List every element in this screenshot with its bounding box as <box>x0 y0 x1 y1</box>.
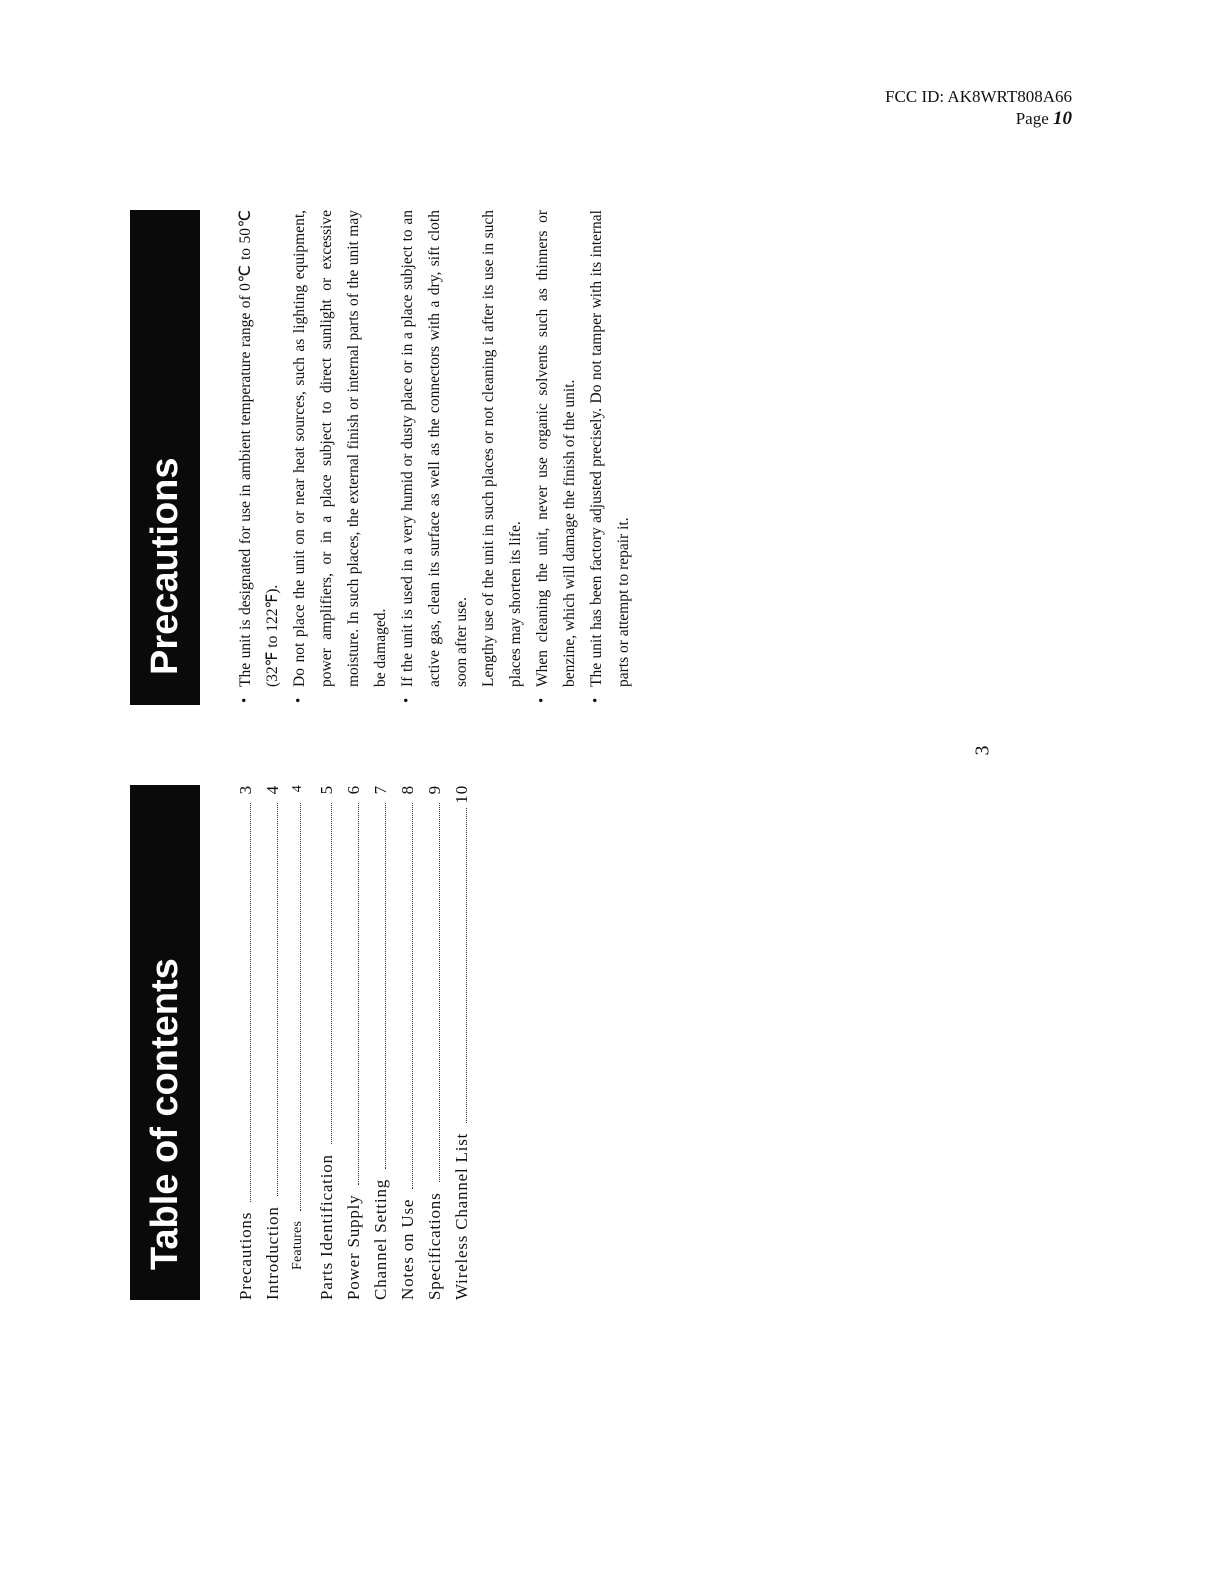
document-header <box>885 86 1072 130</box>
toc-entry-page: 3 <box>236 785 255 795</box>
precaution-item <box>583 210 637 705</box>
toc-entry-title: Notes on Use <box>398 1198 417 1300</box>
toc-entry-title: Introduction <box>263 1206 282 1300</box>
footer-page-number: 3 <box>971 745 994 756</box>
precaution-text: Do not place the unit on or near heat sources, such as lighting equipment, power amplifiers, or in a place subject to direct sunlight or excessive moisture. In such places, the external finish or internal parts of the unit may be damaged. <box>291 210 389 687</box>
page-indicator <box>885 108 1072 130</box>
toc-leader-dots <box>412 803 413 1189</box>
toc-entry <box>344 785 371 1300</box>
page-label: Page <box>1015 109 1049 128</box>
toc-entry <box>452 785 479 1300</box>
toc-entry-page: 4 <box>263 785 282 795</box>
precaution-text: If the unit is used in a very humid or dusty place or in a place subject to an active gas, clean its surface as well as the connectors with a dry, sift cloth soon after use. Lengthy use of the unit in such places or not cleaning it after its use in such places may shorten its life. <box>399 210 524 687</box>
precaution-text: The unit is designated for use in ambient temperature range of 0℃ to 50℃ (32℉ to 122℉). <box>237 210 281 687</box>
bullet-icon: • <box>534 697 550 703</box>
precaution-item <box>394 210 529 705</box>
toc-entry-title: Features <box>290 1220 305 1270</box>
toc-entry-title: Precautions <box>236 1211 255 1300</box>
toc-entry-page: 7 <box>371 785 390 795</box>
toc-entry-title: Power Supply <box>344 1194 363 1300</box>
toc-entry <box>425 785 452 1300</box>
toc-entry-page: 9 <box>425 785 444 795</box>
toc-entry-page: 8 <box>398 785 417 795</box>
toc-entry-page: 4 <box>290 785 305 793</box>
toc-entry-page: 5 <box>317 785 336 795</box>
precautions-list <box>232 210 637 705</box>
toc-list <box>236 785 479 1300</box>
precaution-text: The unit has been factory adjusted precisely. Do not tamper with its internal parts or attempt to repair it. <box>588 210 632 687</box>
toc-leader-dots <box>300 803 301 1211</box>
toc-entry <box>317 785 344 1300</box>
toc-leader-dots <box>385 803 386 1169</box>
toc-entry <box>398 785 425 1300</box>
rotated-manual-page <box>130 210 650 1300</box>
precautions-title: Precautions <box>130 210 200 705</box>
toc-leader-dots <box>250 803 251 1202</box>
precaution-item <box>286 210 394 705</box>
toc-leader-dots <box>466 808 467 1123</box>
toc-entry-title: Channel Setting <box>371 1178 390 1300</box>
toc-entry-page: 6 <box>344 785 363 795</box>
toc-entry-title: Parts Identification <box>317 1154 336 1300</box>
toc-column <box>130 785 479 1300</box>
toc-leader-dots <box>331 803 332 1144</box>
bullet-icon: • <box>291 697 307 703</box>
fcc-id: FCC ID: AK8WRT808A66 <box>885 87 1072 106</box>
bullet-icon: • <box>399 697 415 703</box>
toc-leader-dots <box>277 803 278 1196</box>
header-page-number: 10 <box>1053 108 1072 129</box>
toc-leader-dots <box>439 803 440 1182</box>
bullet-icon: • <box>588 697 604 703</box>
toc-entry-title: Specifications <box>425 1192 444 1300</box>
toc-entry <box>371 785 398 1300</box>
precaution-item <box>529 210 583 705</box>
toc-entry-page: 10 <box>452 785 471 804</box>
toc-leader-dots <box>358 803 359 1185</box>
toc-entry <box>236 785 263 1300</box>
toc-entry-title: Wireless Channel List <box>452 1132 471 1300</box>
bullet-icon: • <box>237 697 253 703</box>
precaution-text: When cleaning the unit, never use organic solvents such as thinners or benzine, which will damage the finish of the unit. <box>534 210 578 687</box>
toc-entry <box>290 785 317 1300</box>
toc-entry <box>263 785 290 1300</box>
precautions-column <box>130 210 637 705</box>
toc-title: Table of contents <box>130 785 200 1300</box>
precaution-item <box>232 210 286 705</box>
